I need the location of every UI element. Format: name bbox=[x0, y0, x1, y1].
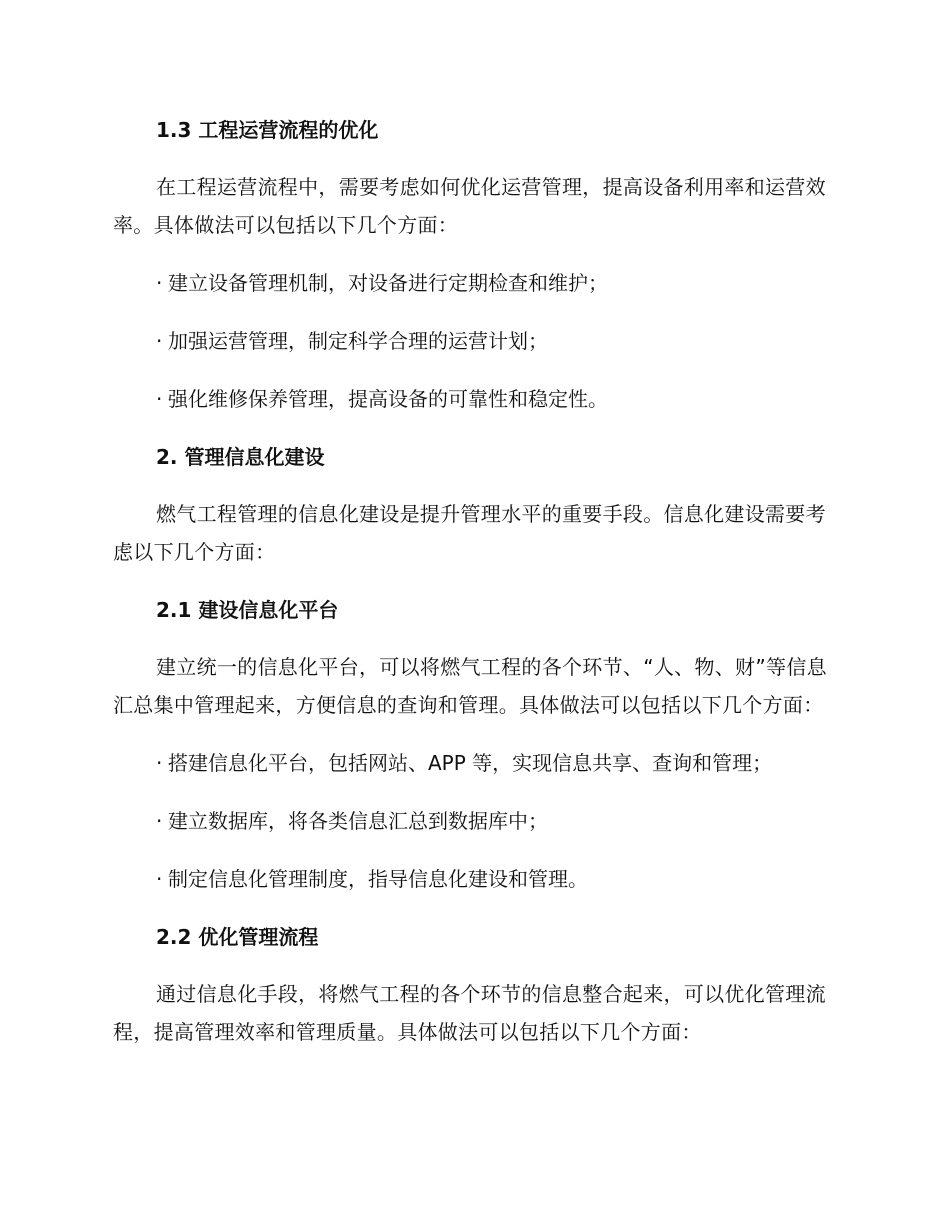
paragraph-operation-intro: 在工程运营流程中，需要考虑如何优化运营管理，提高设备利用率和运营效率。具体做法可以包括以下几个方面： bbox=[113, 175, 826, 237]
bullet-item bbox=[113, 322, 831, 360]
section-heading-2: 2. 管理信息化建设 bbox=[156, 445, 325, 469]
bullet-marker: · bbox=[156, 387, 163, 411]
bullet-item bbox=[113, 802, 831, 840]
section-heading-2-1: 2.1 建设信息化平台 bbox=[156, 598, 339, 622]
bullet-marker: · bbox=[156, 867, 163, 891]
bullet-item bbox=[113, 860, 831, 898]
paragraph-platform-intro: 建立统一的信息化平台，可以将燃气工程的各个环节、“人、物、财”等信息汇总集中管理起来，方便信息的查询和管理。具体做法可以包括以下几个方面： bbox=[113, 655, 827, 717]
bullet-text: 强化维修保养管理，提高设备的可靠性和稳定性。 bbox=[168, 387, 608, 411]
bullet-text: 制定信息化管理制度，指导信息化建设和管理。 bbox=[168, 867, 588, 891]
paragraph-process-intro: 通过信息化手段，将燃气工程的各个环节的信息整合起来，可以优化管理流程，提高管理效率和管理质量。具体做法可以包括以下几个方面： bbox=[113, 982, 826, 1044]
bullet-marker: · bbox=[156, 271, 163, 295]
section-heading-2-2: 2.2 优化管理流程 bbox=[156, 925, 319, 949]
bullet-marker: · bbox=[156, 751, 163, 775]
bullet-marker: · bbox=[156, 809, 163, 833]
bullet-item bbox=[113, 744, 831, 782]
bullet-item bbox=[113, 264, 831, 302]
bullet-text: 建立设备管理机制，对设备进行定期检查和维护； bbox=[168, 271, 608, 295]
bullet-text: 搭建信息化平台，包括网站、APP 等，实现信息共享、查询和管理； bbox=[168, 751, 773, 775]
bullet-marker: · bbox=[156, 329, 163, 353]
document-body bbox=[113, 111, 831, 1071]
bullet-text: 加强运营管理，制定科学合理的运营计划； bbox=[168, 329, 548, 353]
bullet-text: 建立数据库，将各类信息汇总到数据库中； bbox=[168, 809, 548, 833]
paragraph-informatization-intro: 燃气工程管理的信息化建设是提升管理水平的重要手段。信息化建设需要考虑以下几个方面： bbox=[113, 502, 826, 564]
section-heading-1-3: 1.3 工程运营流程的优化 bbox=[156, 118, 379, 142]
bullet-item bbox=[113, 380, 831, 418]
